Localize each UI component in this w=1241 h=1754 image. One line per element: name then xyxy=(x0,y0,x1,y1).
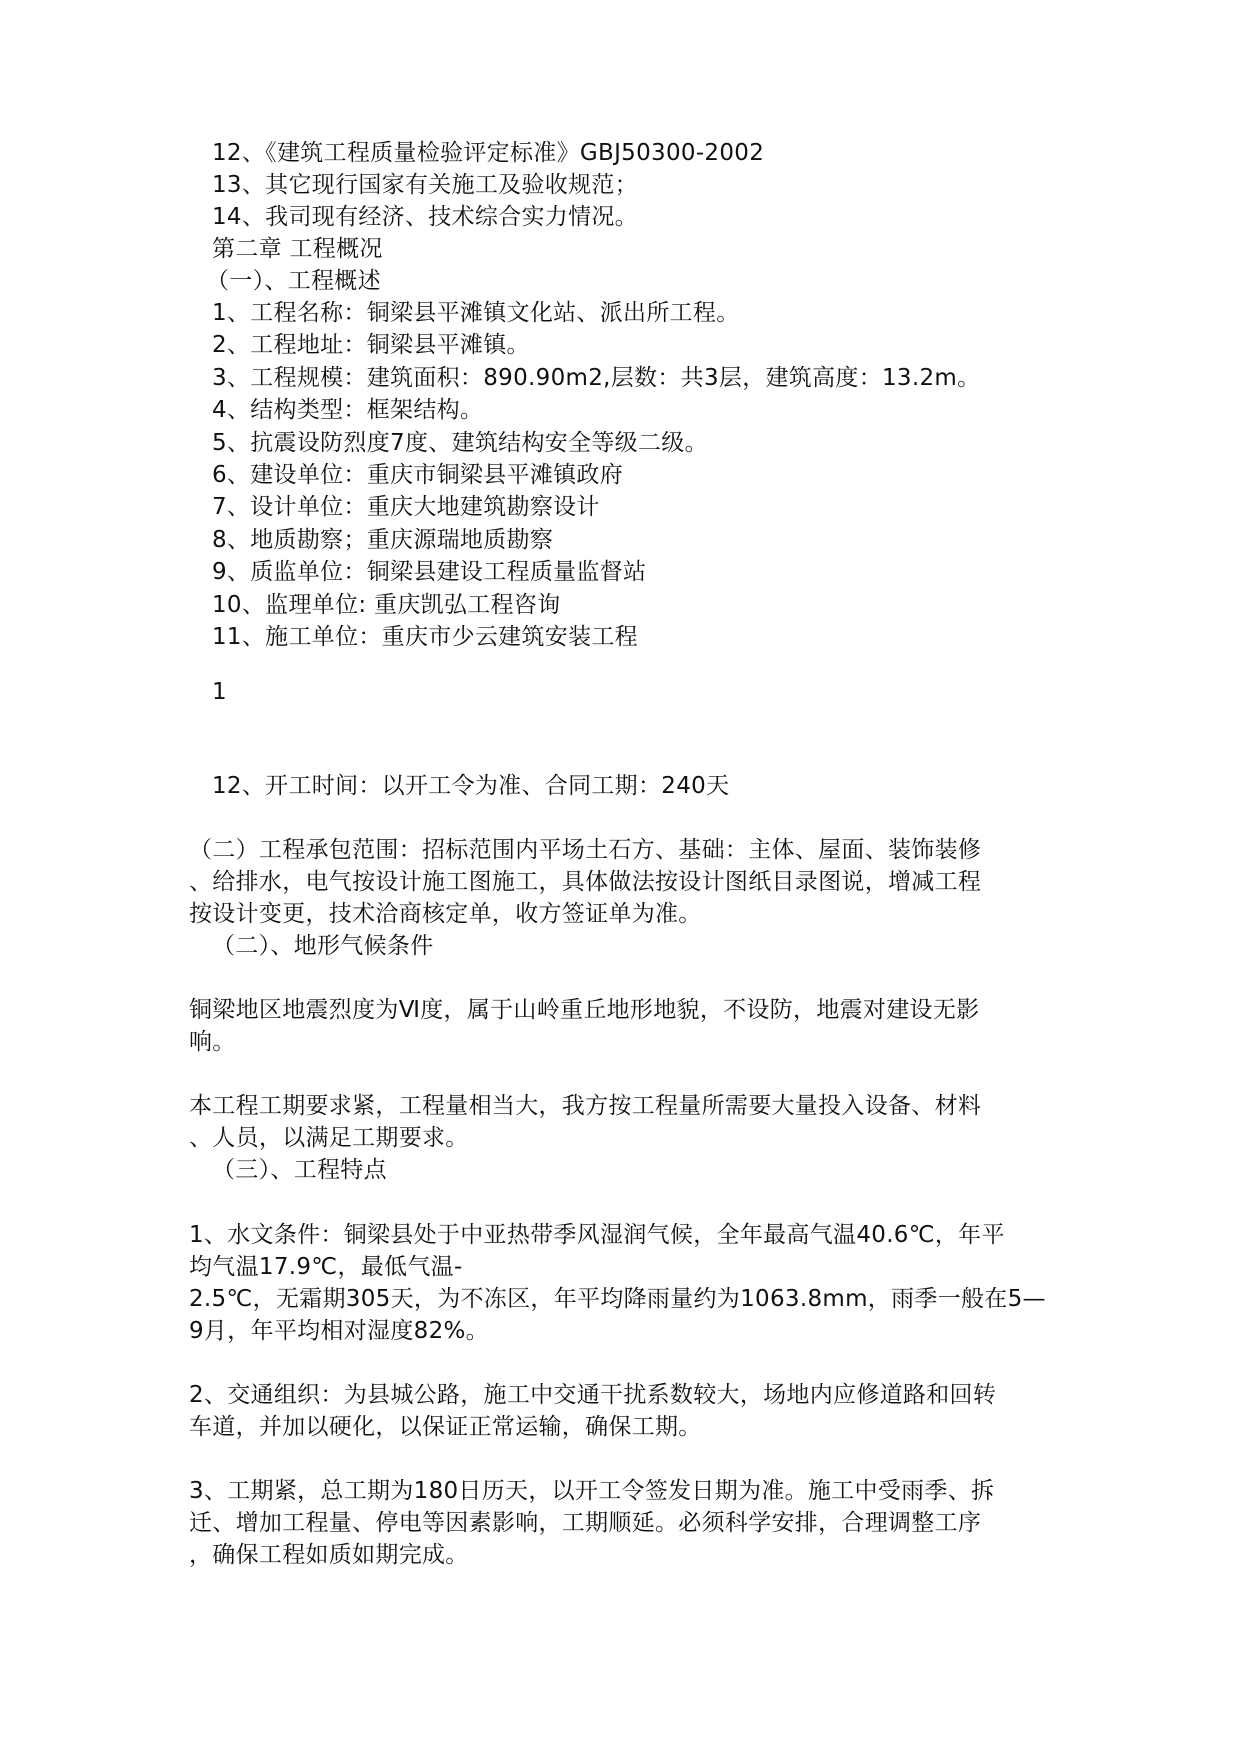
overview-item: 11、施工单位：重庆市少云建筑安装工程 xyxy=(212,624,638,650)
schedule-paragraph-line: 、人员，以满足工期要求。 xyxy=(189,1125,469,1151)
overview-item: 5、抗震设防烈度7度、建筑结构安全等级二级。 xyxy=(212,430,708,456)
traffic-paragraph-line: 2、交通组织：为县城公路，施工中交通干扰系数较大，场地内应修道路和回转 xyxy=(189,1382,997,1408)
hydro-paragraph-line: 1、水文条件：铜梁县处于中亚热带季风湿润气候，全年最高气温40.6℃，年平 xyxy=(189,1222,1005,1248)
hydro-paragraph-line: 9月，年平均相对湿度82%。 xyxy=(189,1318,489,1344)
overview-item: 9、质监单位：铜梁县建设工程质量监督站 xyxy=(212,559,647,585)
terrain-paragraph-line: 响。 xyxy=(189,1029,236,1055)
overview-item: 6、建设单位：重庆市铜梁县平滩镇政府 xyxy=(212,462,624,488)
traffic-paragraph-line: 车道，并加以硬化，以保证正常运输，确保工期。 xyxy=(189,1414,702,1440)
hydro-paragraph-line: 2.5℃，无霜期305天，为不冻区，年平均降雨量约为1063.8mm，雨季一般在5— xyxy=(189,1286,1046,1312)
overview-item-12: 12、开工时间：以开工令为准、合同工期：240天 xyxy=(212,773,730,799)
page-number: 1 xyxy=(212,679,227,705)
overview-item: 4、结构类型：框架结构。 xyxy=(212,397,484,423)
reference-item-14: 14、我司现有经济、技术综合实力情况。 xyxy=(212,204,638,230)
reference-item-12: 12、《建筑工程质量检验评定标准》GBJ50300-2002 xyxy=(212,140,765,166)
scope-paragraph-line: （二）工程承包范围：招标范围内平场土石方、基础：主体、屋面、装饰装修 xyxy=(189,837,982,863)
chapter-title: 第二章 工程概况 xyxy=(212,236,383,262)
section-title-overview: （一）、工程概述 xyxy=(206,268,381,294)
hydro-paragraph-line: 均气温17.9℃，最低气温- xyxy=(189,1254,463,1280)
overview-item: 8、地质勘察；重庆源瑞地质勘察 xyxy=(212,527,554,553)
reference-item-13: 13、其它现行国家有关施工及验收规范； xyxy=(212,172,638,198)
overview-item: 7、设计单位：重庆大地建筑勘察设计 xyxy=(212,494,600,520)
overview-item: 3、工程规模：建筑面积：890.90m2,层数：共3层，建筑高度：13.2m。 xyxy=(212,365,981,391)
section-title-terrain: （二）、地形气候条件 xyxy=(212,933,434,959)
schedule-paragraph-line: 本工程工期要求紧，工程量相当大，我方按工程量所需要大量投入设备、材料 xyxy=(189,1093,982,1119)
overview-item: 1、工程名称：铜梁县平滩镇文化站、派出所工程。 xyxy=(212,300,740,326)
period-paragraph-line: ，确保工程如质如期完成。 xyxy=(189,1542,469,1568)
section-title-features: （三）、工程特点 xyxy=(212,1157,387,1183)
period-paragraph-line: 迁、增加工程量、停电等因素影响，工期顺延。必须科学安排，合理调整工序 xyxy=(189,1510,982,1536)
overview-item: 2、工程地址：铜梁县平滩镇。 xyxy=(212,332,530,358)
period-paragraph-line: 3、工期紧，总工期为180日历天，以开工令签发日期为准。施工中受雨季、拆 xyxy=(189,1478,995,1504)
terrain-paragraph-line: 铜梁地区地震烈度为Ⅵ度，属于山岭重丘地形地貌，不设防，地震对建设无影 xyxy=(189,997,980,1023)
overview-item: 10、监理单位: 重庆凯弘工程咨询 xyxy=(212,592,561,618)
scope-paragraph-line: 、给排水，电气按设计施工图施工，具体做法按设计图纸目录图说，增减工程 xyxy=(189,869,982,895)
scope-paragraph-line: 按设计变更，技术洽商核定单，收方签证单为准。 xyxy=(189,901,702,927)
